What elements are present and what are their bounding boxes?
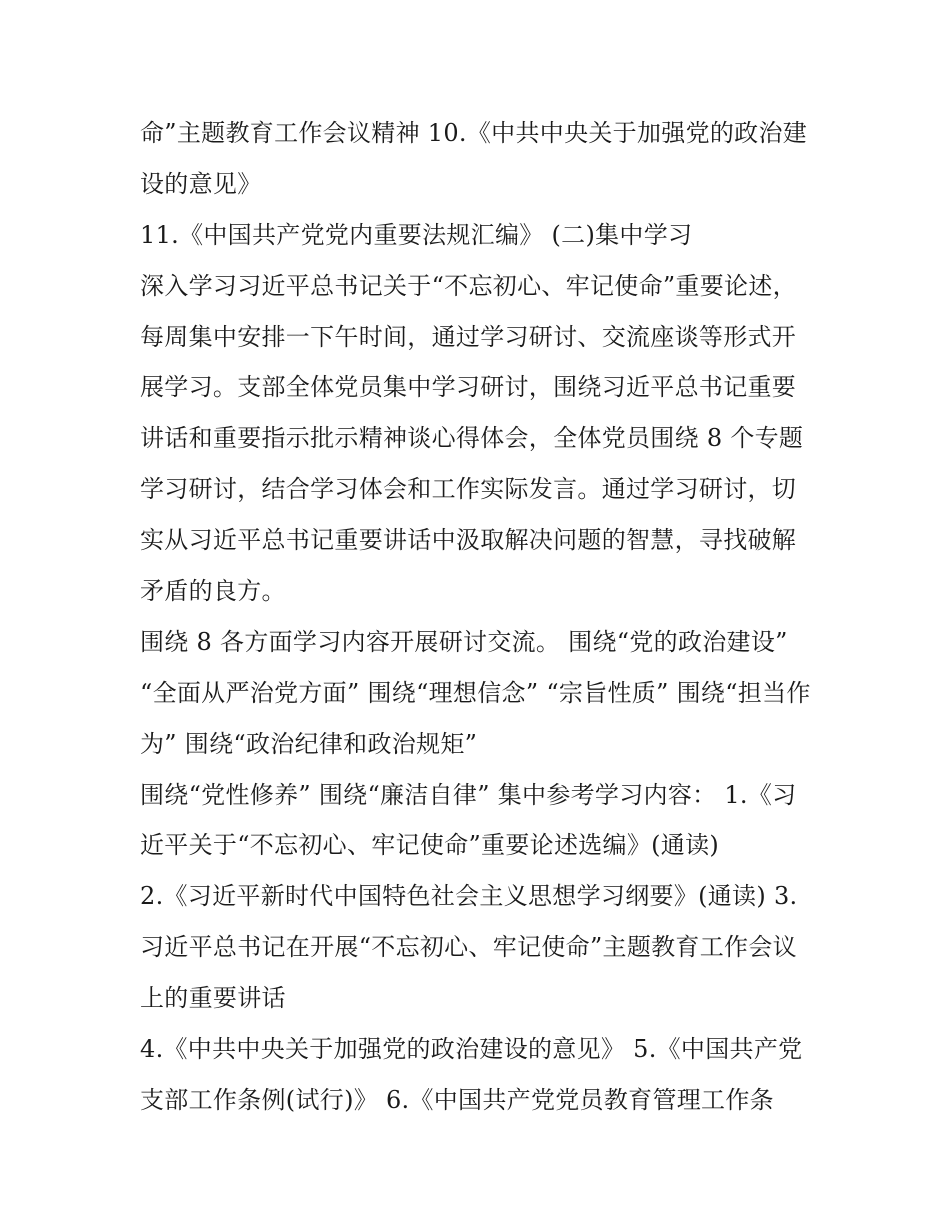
text-line: 深入学习习近平总书记关于“不忘初心、牢记使命”重要论述，	[140, 271, 797, 300]
text-line: 4.《中共中央关于加强党的政治建设的意见》 5.《中国共产党	[140, 1035, 803, 1064]
text-line: 每周集中安排一下午时间，通过学习研讨、交流座谈等形式开	[140, 322, 797, 351]
text-line: 命”主题教育工作会议精神 10.《中共中央关于加强党的政治建	[140, 119, 808, 147]
text-line: 讲话和重要指示批示精神谈心得体会，全体党员围绕 8 个专题	[140, 424, 804, 453]
text-line: 展学习。支部全体党员集中学习研讨，围绕习近平总书记重要	[140, 373, 797, 402]
text-line: 近平关于“不忘初心、牢记使命”重要论述选编》(通读)	[140, 831, 720, 860]
text-line: 支部工作条例(试行)》 6.《中国共产党党员教育管理工作条	[140, 1085, 774, 1114]
text-line: 设的意见》	[140, 169, 262, 198]
document-body	[140, 108, 820, 1126]
text-line: 为” 围绕“政治纪律和政治规矩”	[140, 729, 478, 758]
text-line: 11.《中国共产党党内重要法规汇编》 (二)集中学习	[140, 220, 693, 249]
text-line: 上的重要讲话	[140, 984, 286, 1013]
text-line: 学习研讨，结合学习体会和工作实际发言。通过学习研讨，切	[140, 475, 797, 504]
text-line: 围绕 8 各方面学习内容开展研讨交流。 围绕“党的政治建设”	[140, 627, 788, 656]
text-line: 围绕“党性修养” 围绕“廉洁自律” 集中参考学习内容： 1.《习	[140, 780, 797, 809]
text-line: “全面从严治党方面” 围绕“理想信念” “宗旨性质” 围绕“担当作	[140, 678, 811, 707]
text-line: 矛盾的良方。	[140, 577, 286, 606]
text-line: 习近平总书记在开展“不忘初心、牢记使命”主题教育工作会议	[140, 933, 797, 962]
text-line: 实从习近平总书记重要讲话中汲取解决问题的智慧，寻找破解	[140, 526, 797, 555]
text-line: 2.《习近平新时代中国特色社会主义思想学习纲要》(通读) 3.	[140, 882, 798, 911]
